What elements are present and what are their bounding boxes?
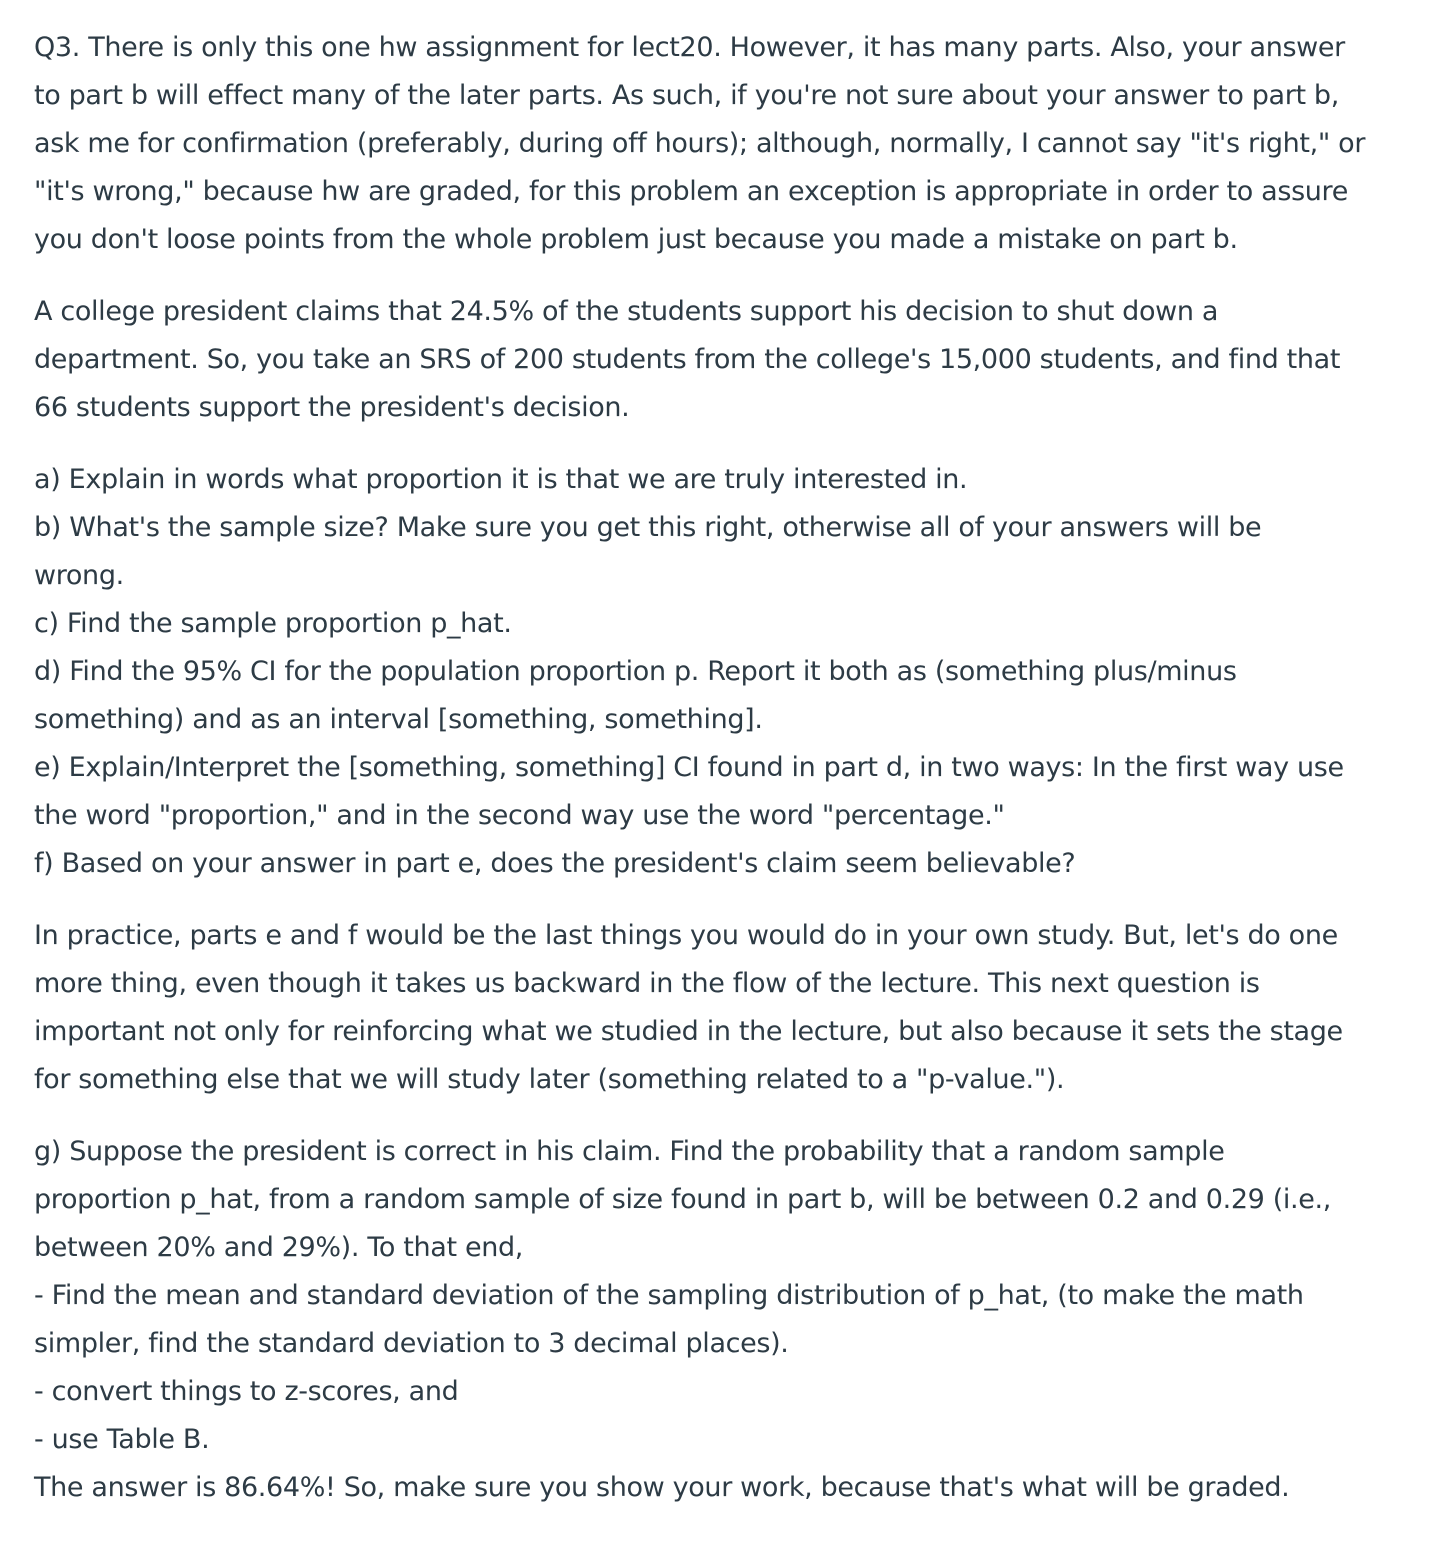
text-line: to part b will effect many of the later parts. As such, if you're not sure about your answer to part b, <box>34 80 1339 111</box>
text-line: c) Find the sample proportion p_hat. <box>34 608 512 639</box>
text-line: - convert things to z-scores, and <box>34 1376 459 1407</box>
text-line: "it's wrong," because hw are graded, for this problem an exception is appropriate in order to assure <box>34 176 1348 207</box>
text-line: you don't loose points from the whole problem just because you made a mistake on part b. <box>34 224 1238 255</box>
paragraph-intro <box>34 24 1420 264</box>
paragraph-practice-note <box>34 912 1420 1104</box>
text-line: something) and as an interval [something, something]. <box>34 704 763 735</box>
paragraph-part-g <box>34 1128 1420 1512</box>
text-line: f) Based on your answer in part e, does the president's claim seem believable? <box>34 848 1076 879</box>
text-line: more thing, even though it takes us backward in the flow of the lecture. This next question is <box>34 968 1260 999</box>
text-line: 66 students support the president's decision. <box>34 392 630 423</box>
text-line: important not only for reinforcing what we studied in the lecture, but also because it sets the stage <box>34 1016 1343 1047</box>
paragraph-parts-a-f <box>34 456 1420 888</box>
text-line: proportion p_hat, from a random sample of size found in part b, will be between 0.2 and 0.29 (i.e., <box>34 1184 1332 1215</box>
paragraph-scenario <box>34 288 1420 432</box>
text-line: Q3. There is only this one hw assignment for lect20. However, it has many parts. Also, your answer <box>34 32 1345 63</box>
text-line: A college president claims that 24.5% of the students support his decision to shut down a <box>34 296 1219 327</box>
text-line: - use Table B. <box>34 1424 210 1455</box>
text-line: ask me for confirmation (preferably, during off hours); although, normally, I cannot say "it's right," or <box>34 128 1366 159</box>
text-line: b) What's the sample size? Make sure you get this right, otherwise all of your answers will be <box>34 512 1262 543</box>
text-line: - Find the mean and standard deviation of the sampling distribution of p_hat, (to make the math <box>34 1280 1304 1311</box>
text-line: The answer is 86.64%! So, make sure you show your work, because that's what will be graded. <box>34 1472 1290 1503</box>
text-line: g) Suppose the president is correct in his claim. Find the probability that a random sample <box>34 1136 1225 1167</box>
text-line: a) Explain in words what proportion it is that we are truly interested in. <box>34 464 968 495</box>
text-line: wrong. <box>34 560 124 591</box>
text-line: e) Explain/Interpret the [something, something] CI found in part d, in two ways: In the first way use <box>34 752 1344 783</box>
text-line: d) Find the 95% CI for the population proportion p. Report it both as (something plus/minus <box>34 656 1237 687</box>
text-line: between 20% and 29%). To that end, <box>34 1232 523 1263</box>
text-line: for something else that we will study later (something related to a "p-value."). <box>34 1064 1065 1095</box>
text-line: department. So, you take an SRS of 200 students from the college's 15,000 students, and find that <box>34 344 1341 375</box>
text-line: In practice, parts e and f would be the last things you would do in your own study. But, let's do one <box>34 920 1338 951</box>
text-line: the word "proportion," and in the second way use the word "percentage." <box>34 800 1005 831</box>
text-line: simpler, find the standard deviation to 3 decimal places). <box>34 1328 789 1359</box>
